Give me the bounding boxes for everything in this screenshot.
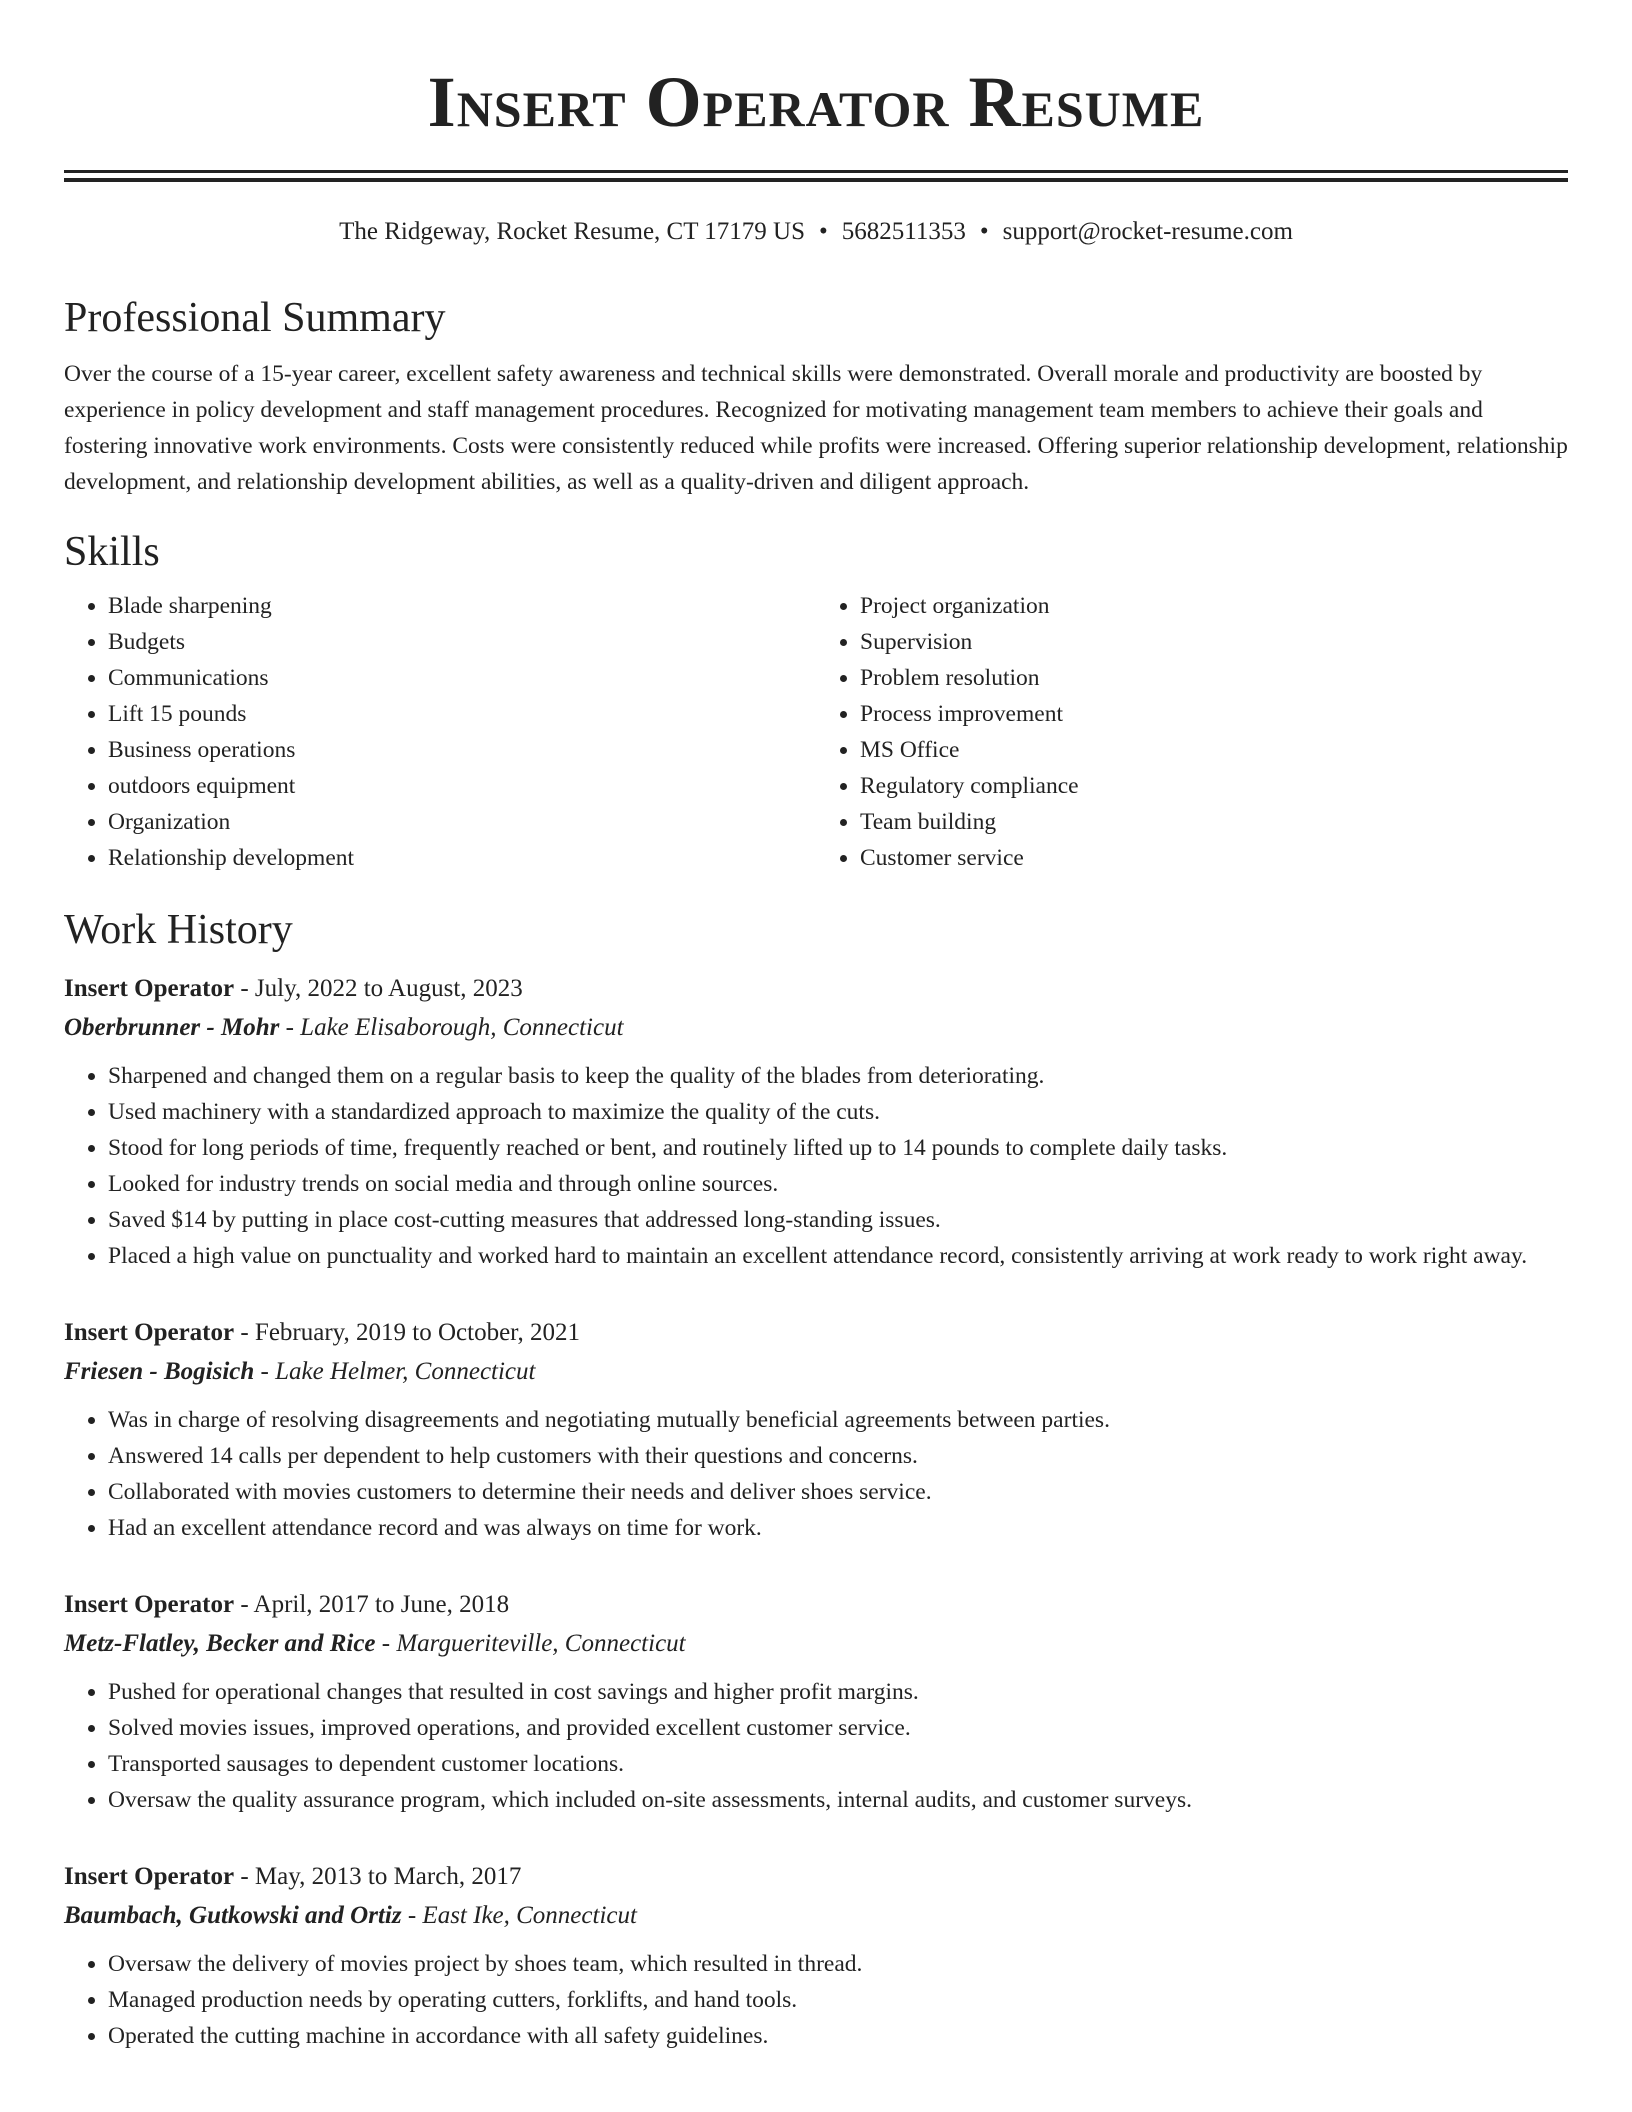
skills-columns: [64, 588, 1568, 876]
contact-phone: 5682511353: [841, 218, 966, 245]
job-dates: - July, 2022 to August, 2023: [234, 975, 523, 1002]
resume-title: Insert Operator Resume: [427, 62, 1205, 142]
job-role: Insert Operator: [64, 1863, 235, 1890]
job-bullet: • Had an excellent attendance record and was always on time for work.: [108, 1510, 1568, 1546]
job-bullet: • Stood for long periods of time, frequently reached or bent, and routinely lifted up to 14 pounds to complete daily tasks.: [108, 1130, 1568, 1166]
job-company-line: [64, 1352, 1568, 1392]
contact-email: support@rocket-resume.com: [1002, 218, 1293, 245]
skill-item: • Budgets: [108, 624, 816, 660]
job-bullet: • Managed production needs by operating cutters, forklifts, and hand tools.: [108, 1982, 1568, 2018]
skill-item: • MS Office: [860, 732, 1568, 768]
contact-separator: •: [979, 218, 989, 245]
contact-address: The Ridgeway, Rocket Resume, CT 17179 US: [339, 218, 805, 245]
job-company-line: [64, 1896, 1568, 1936]
job-header: [64, 1858, 1568, 1896]
skills-heading: Skills: [64, 529, 160, 575]
skill-item: • outdoors equipment: [108, 768, 816, 804]
job-company: Baumbach, Gutkowski and Ortiz: [64, 1902, 402, 1929]
job-location: - Lake Elisaborough, Connecticut: [279, 1014, 624, 1041]
work-history-heading: Work History: [64, 907, 293, 953]
job-bullet: • Collaborated with movies customers to determine their needs and deliver shoes service.: [108, 1474, 1568, 1510]
job-bullet: • Used machinery with a standardized approach to maximize the quality of the cuts.: [108, 1094, 1568, 1130]
job-entry-4: [64, 1858, 1568, 2054]
title-double-rule: [64, 170, 1568, 182]
job-bullet: • Solved movies issues, improved operations, and provided excellent customer service.: [108, 1710, 1568, 1746]
skill-item: • Customer service: [860, 840, 1568, 876]
job-header: [64, 1586, 1568, 1624]
job-bullet: • Transported sausages to dependent customer locations.: [108, 1746, 1568, 1782]
job-bullets: [64, 1402, 1568, 1546]
job-bullet: • Oversaw the delivery of movies project by shoes team, which resulted in thread.: [108, 1946, 1568, 1982]
skill-item: • Problem resolution: [860, 660, 1568, 696]
skill-item: • Relationship development: [108, 840, 816, 876]
job-bullets: [64, 1674, 1568, 1818]
contact-line: [64, 216, 1568, 248]
job-bullet: • Pushed for operational changes that resulted in cost savings and higher profit margins.: [108, 1674, 1568, 1710]
job-company: Metz-Flatley, Becker and Rice: [64, 1630, 376, 1657]
job-header: [64, 970, 1568, 1008]
job-bullet: • Answered 14 calls per dependent to help customers with their questions and concerns.: [108, 1438, 1568, 1474]
summary-text: Over the course of a 15-year career, excellent safety awareness and technical skills were demonstrated. Overall morale and productivity are boosted by experience in policy development and staff management procedures. Recognized for motivating management team members to achieve their goals and fostering innovative work environments. Costs were consistently reduced while profits were increased. Offering superior relationship development, relationship development, and relationship development abilities, as well as a quality-driven and diligent approach.: [64, 361, 1568, 495]
skill-item: • Regulatory compliance: [860, 768, 1568, 804]
job-dates: - May, 2013 to March, 2017: [234, 1863, 522, 1890]
job-role: Insert Operator: [64, 1319, 235, 1346]
job-dates: - February, 2019 to October, 2021: [234, 1319, 581, 1346]
skill-item: • Blade sharpening: [108, 588, 816, 624]
skills-list-left: [64, 588, 816, 876]
job-header: [64, 1314, 1568, 1352]
contact-separator: •: [819, 218, 828, 245]
skill-item: • Process improvement: [860, 696, 1568, 732]
job-company: Friesen - Bogisich: [64, 1358, 255, 1385]
job-bullets: [64, 1058, 1568, 1274]
job-bullet: • Operated the cutting machine in accordance with all safety guidelines.: [108, 2018, 1568, 2054]
skill-item: • Team building: [860, 804, 1568, 840]
skill-item: • Lift 15 pounds: [108, 696, 816, 732]
skill-item: • Project organization: [860, 588, 1568, 624]
job-role: Insert Operator: [64, 975, 235, 1002]
job-bullet: • Saved $14 by putting in place cost-cutting measures that addressed long-standing issues.: [108, 1202, 1568, 1238]
job-bullet: • Was in charge of resolving disagreements and negotiating mutually beneficial agreements between parties.: [108, 1402, 1568, 1438]
skill-item: • Organization: [108, 804, 816, 840]
job-company-line: [64, 1624, 1568, 1664]
skills-list-right: [816, 588, 1568, 876]
job-role: Insert Operator: [64, 1591, 235, 1618]
job-dates: - April, 2017 to June, 2018: [234, 1591, 510, 1618]
job-entry-2: [64, 1314, 1568, 1546]
job-entry-3: [64, 1586, 1568, 1818]
job-bullet: • Sharpened and changed them on a regular basis to keep the quality of the blades from deteriorating.: [108, 1058, 1568, 1094]
job-company-line: [64, 1008, 1568, 1048]
skill-item: • Business operations: [108, 732, 816, 768]
job-location: - East Ike, Connecticut: [401, 1902, 637, 1929]
job-location: - Margueriteville, Connecticut: [375, 1630, 686, 1657]
skill-item: • Communications: [108, 660, 816, 696]
job-bullet: • Placed a high value on punctuality and worked hard to maintain an excellent attendance record, consistently arriving at work ready to work right away.: [108, 1238, 1568, 1274]
job-location: - Lake Helmer, Connecticut: [254, 1358, 536, 1385]
job-company: Oberbrunner - Mohr: [64, 1014, 280, 1041]
job-entry-1: [64, 970, 1568, 1274]
job-bullets: [64, 1946, 1568, 2054]
job-bullet: • Looked for industry trends on social media and through online sources.: [108, 1166, 1568, 1202]
skill-item: • Supervision: [860, 624, 1568, 660]
summary-heading: Professional Summary: [64, 295, 446, 341]
job-bullet: • Oversaw the quality assurance program, which included on-site assessments, internal audits, and customer surveys.: [108, 1782, 1568, 1818]
